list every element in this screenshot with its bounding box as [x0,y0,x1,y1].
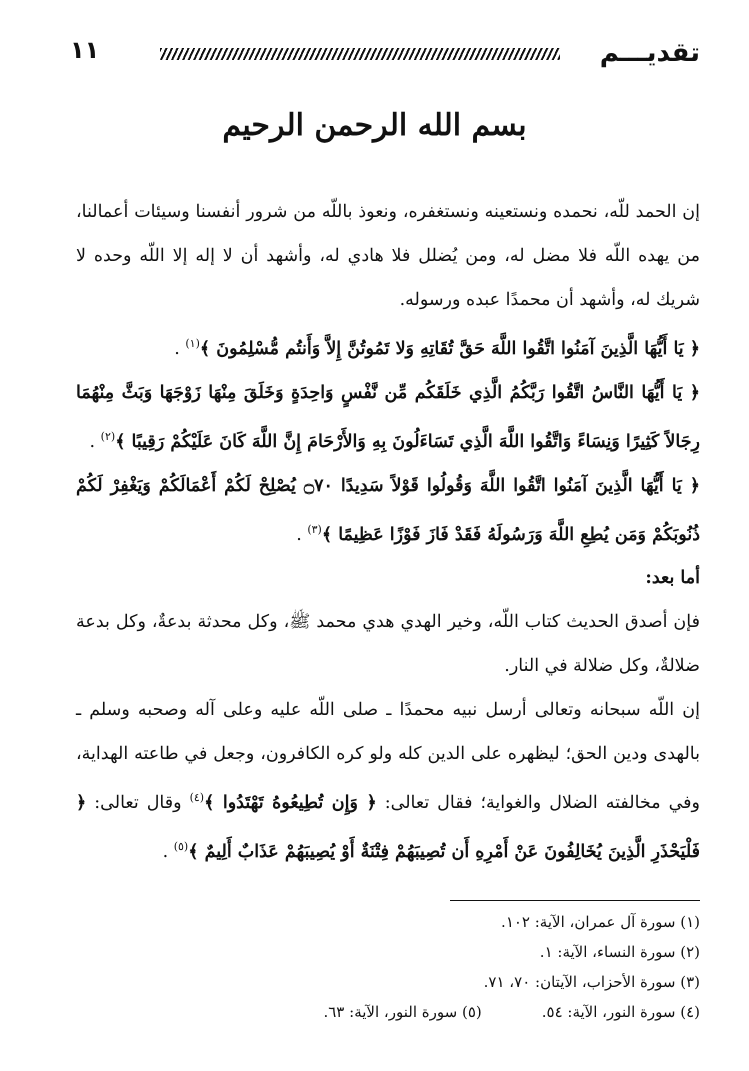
header-divider [160,48,560,60]
chapter-title: تقديـــم [599,38,700,68]
footnote-marker: (٤) [189,791,205,805]
page-header [70,30,700,70]
quran-verse: ﴿ يَا أَيُّهَا الَّذِينَ آمَنُوا اتَّقُوا اللَّهَ وَقُولُوا قَوْلاً سَدِيدًا ۝٧٠ يُصْلِحْ لَكُمْ أَعْمَالَكُمْ وَيَغْفِرْ لَكُمْ ذُنُوبَكُمْ وَمَن يُطِعِ اللَّهَ وَرَسُولَهُ فَقَدْ فَازَ فَوْزًا عَظِيمًا ﴾ [76,475,700,545]
closing-paragraph: إن اللّه سبحانه وتعالى أرسل نبيه محمدًا ـ صلى اللّه عليه وعلى آله وصحبه وسلم ـ بالهدى ودين الحق؛ ليظهره على الدين كله ولو كره الكافرون، وجعل في طاعته الهداية، وفي مخالفته الضلال والغواية؛ فقال تعالى: ﴿ وَإِن تُطِيعُوهُ تَهْتَدُوا ﴾$^{(٤)}$ وقال تعالى: ﴿ فَلْيَحْذَرِ الَّذِينَ يُخَالِفُونَ عَنْ أَمْرِهِ أَن تُصِيبَهُمْ فِتْنَةٌ أَوْ يُصِيبَهُمْ عَذَابٌ أَلِيمٌ ﴾$^{(٥)}$ . [76,700,701,863]
hadith-paragraph: فإن أصدق الحديث كتاب اللّه، وخير الهدي هدي محمد ﷺ، وكل محدثة بدعةٌ، وكل بدعة ضلالةٌ، وكل ضلالة في النار. [76,612,700,677]
footnotes [76,907,700,1027]
verse-paragraph-3: ﴿ يَا أَيُّهَا الَّذِينَ آمَنُوا اتَّقُوا اللَّهَ وَقُولُوا قَوْلاً سَدِيدًا ۝٧٠ يُصْلِحْ لَكُمْ أَعْمَالَكُمْ وَيَغْفِرْ لَكُمْ ذُنُوبَكُمْ وَمَن يُطِعِ اللَّهَ وَرَسُولَهُ فَقَدْ فَازَ فَوْزًا عَظِيمًا ﴾$^{(٣)}$ . [76,475,700,545]
footnote-marker: (٣) [307,522,322,536]
footnote-marker: (٢) [100,429,116,443]
verse-paragraph-2: ﴿ يَا أَيُّهَا النَّاسُ اتَّقُوا رَبَّكُمُ الَّذِي خَلَقَكُم مِّن نَّفْسٍ وَاحِدَةٍ وَخَلَقَ مِنْهَا زَوْجَهَا وَبَثَّ مِنْهُمَا رِجَالاً كَثِيرًا وَنِسَاءً وَاتَّقُوا اللَّهَ الَّذِي تَسَاءَلُونَ بِهِ وَالأَرْحَامَ إِنَّ اللَّهَ كَانَ عَلَيْكُمْ رَقِيبًا ﴾$^{(٢)}$ . [76,382,700,452]
footnote-marker: (١) [185,337,200,350]
quran-verse: ﴿ يَا أَيُّهَا الَّذِينَ آمَنُوا اتَّقُوا اللَّهَ حَقَّ تُقَاتِهِ وَلا تَمُوتُنَّ إِلاَّ وَأَنتُم مُّسْلِمُونَ ﴾ [199,338,700,359]
amma-baad-heading: أما بعد: [645,568,700,589]
quran-verse: ﴿ فَلْيَحْذَرِ الَّذِينَ يُخَالِفُونَ عَنْ أَمْرِهِ أَن تُصِيبَهُمْ فِتْنَةٌ أَوْ يُصِيبَهُمْ عَذَابٌ أَلِيمٌ ﴾ [76,793,700,863]
footnote-3: (٣) سورة الأحزاب، الآيتان: ٧٠، ٧١. [483,973,700,991]
opening-paragraph: إن الحمد للّه، نحمده ونستعينه ونستغفره، ونعوذ باللّه من شرور أنفسنا وسيئات أعمالنا، من يهده اللّه فلا مضل له، ومن يُضلل فلا هادي له، وأشهد أن لا إله إلا اللّه وحده لا شريك له، وأشهد أن محمدًا عبده ورسوله. [76,202,700,310]
paragraph-text: وقال تعالى: [86,793,190,814]
footnote-2: (٢) سورة النساء، الآية: ١. [539,943,700,961]
footnote-row [76,997,700,1027]
footnote-1: (١) سورة آل عمران، الآية: ١٠٢. [501,913,700,931]
quran-verse: ﴿ وَإِن تُطِيعُوهُ تَهْتَدُوا ﴾ [204,793,377,814]
footnote-divider [450,900,700,901]
page-number: ١١ [70,36,100,64]
footnote-5: (٥) سورة النور، الآية: ٦٣. [323,1003,482,1021]
footnote-4: (٤) سورة النور، الآية: ٥٤. [541,1003,700,1021]
basmala-calligraphy: بسم الله الرحمن الرحيم [222,108,527,143]
quran-verse: ﴿ يَا أَيُّهَا النَّاسُ اتَّقُوا رَبَّكُمُ الَّذِي خَلَقَكُم مِّن نَّفْسٍ وَاحِدَةٍ وَخَلَقَ مِنْهَا زَوْجَهَا وَبَثَّ مِنْهُمَا رِجَالاً كَثِيرًا وَنِسَاءً وَاتَّقُوا اللَّهَ الَّذِي تَسَاءَلُونَ بِهِ وَالأَرْحَامَ إِنَّ اللَّهَ كَانَ عَلَيْكُمْ رَقِيبًا ﴾ [76,382,700,452]
verse-paragraph-1: ﴿ يَا أَيُّهَا الَّذِينَ آمَنُوا اتَّقُوا اللَّهَ حَقَّ تُقَاتِهِ وَلا تَمُوتُنَّ إِلاَّ وَأَنتُم مُّسْلِمُونَ ﴾$^{(١)}$ . [174,337,700,359]
paragraph-text: إن اللّه سبحانه وتعالى أرسل نبيه محمدًا ـ صلى اللّه عليه وعلى آله وصحبه وسلم ـ بالهدى ودين الحق؛ ليظهره على الدين كله ولو كره الكافرون، وجعل في طاعته الهداية، وفي مخالفته الضلال والغواية؛ فقال تعالى: [76,700,701,814]
main-text [76,190,700,874]
footnote-marker: (٥) [173,840,189,854]
